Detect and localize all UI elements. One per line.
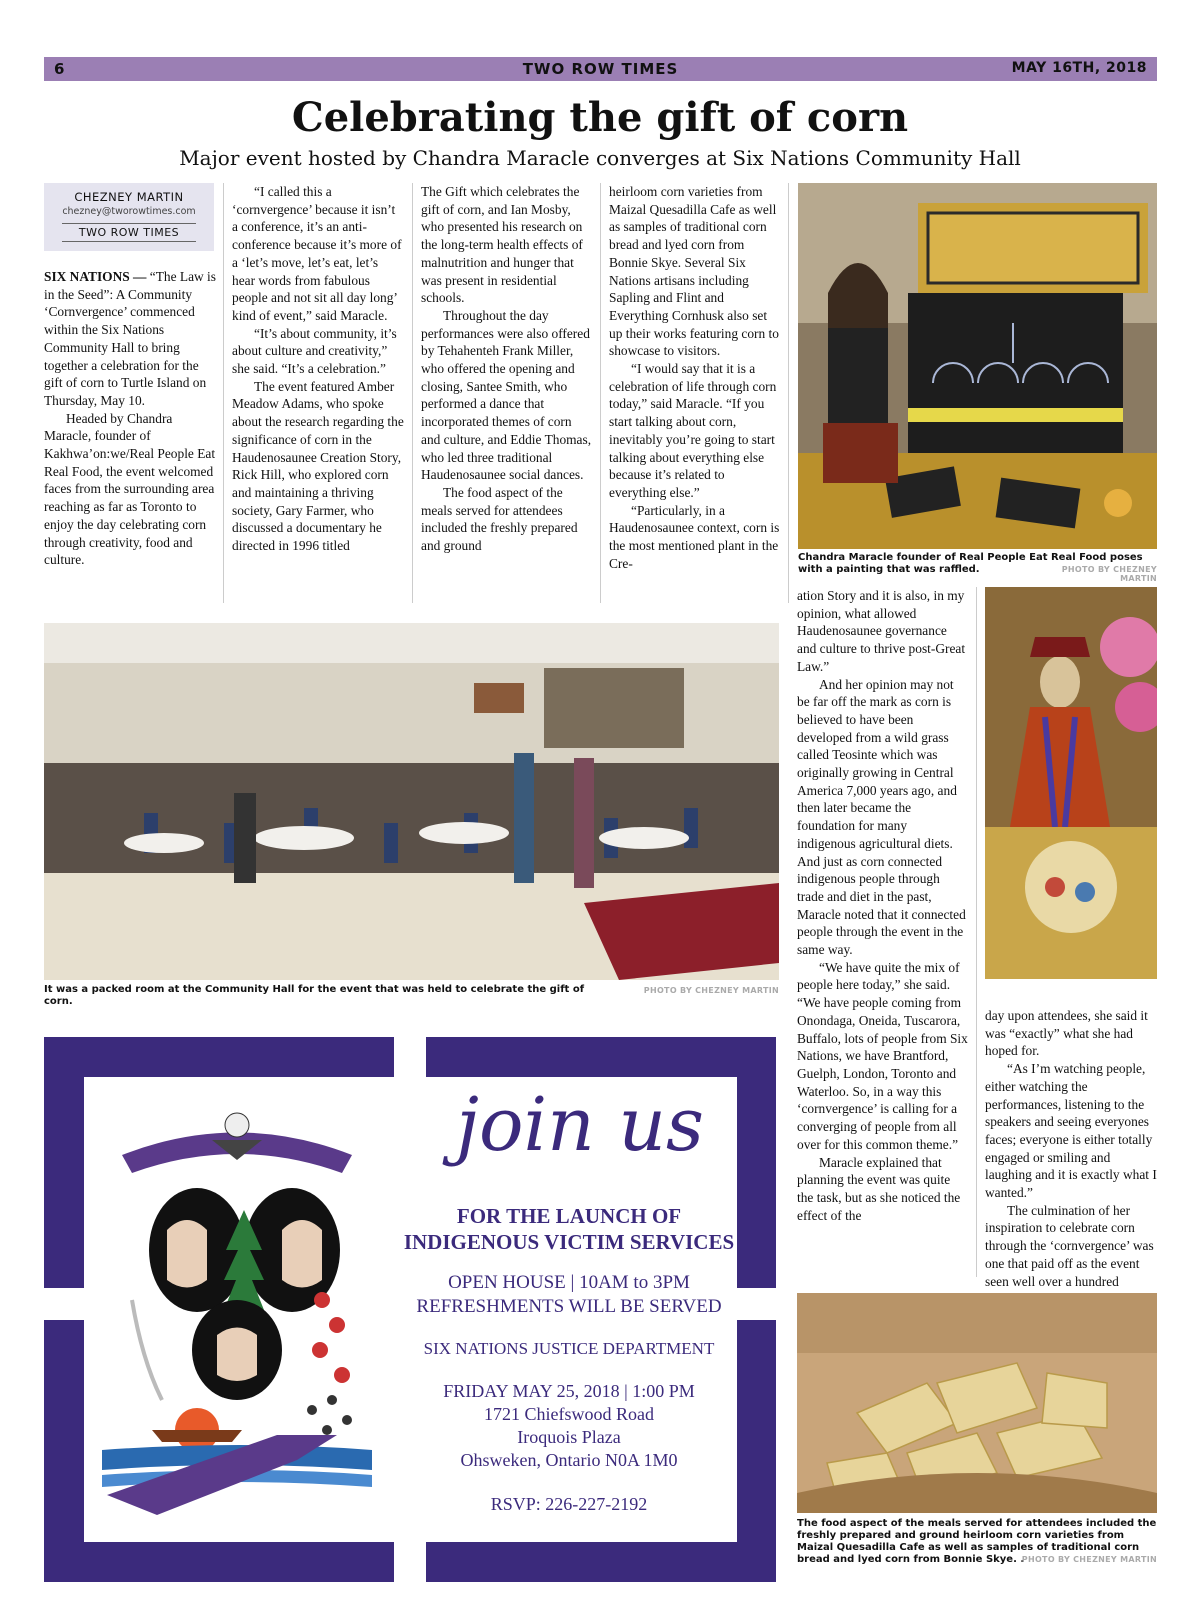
ad-line-plaza: Iroquois Plaza bbox=[517, 1427, 621, 1447]
paragraph: And her opinion may not be far off the mark as corn is believed to have been developed from a wild grass called Teosinte which was originally growing in Central America 7,000 years ago, and then later became the foundation for many indigenous agricultural diets. And just as corn connected indigenous people through trade and diet in the past, Maracle noted that it connected people through the event in the same way. bbox=[797, 676, 966, 958]
ad-line-open-house: OPEN HOUSE | 10AM to 3PM bbox=[448, 1272, 690, 1293]
article-column-3 bbox=[421, 183, 593, 555]
issue-date: MAY 16TH, 2018 bbox=[1011, 60, 1147, 76]
paragraph: “It’s about community, it’s about culture and creativity,” she said. “It’s a celebration.” bbox=[232, 325, 397, 377]
paragraph: SIX NATIONS — “The Law is in the Seed”: A Community ‘Cornvergence’ commenced within the Six Nations Community Hall to bring together a celebration for the gift of corn to Turtle Island on Thursday, May 10. bbox=[44, 269, 216, 408]
column-rule bbox=[223, 183, 224, 603]
caption-maracle: Chandra Maracle founder of Real People Eat Real Food poses with a painting that was raffled. bbox=[798, 552, 1143, 575]
paragraph: “I would say that it is a celebration of life through corn today,” said Maracle. “If you start talking about corn, inevitably you’re going to start talking about everything else because it’s related to everything else.” bbox=[609, 361, 777, 500]
paragraph: ation Story and it is also, in my opinion, what allowed Haudenosaunee governance and culture to thrive post-Great Law.” bbox=[797, 588, 966, 674]
byline-box bbox=[44, 183, 214, 251]
ad-line-refreshments: REFRESHMENTS WILL BE SERVED bbox=[416, 1296, 722, 1317]
subheadline: Major event hosted by Chandra Maracle converges at Six Nations Community Hall bbox=[179, 146, 1021, 170]
ad-line-date: FRIDAY MAY 25, 2018 | 1:00 PM bbox=[443, 1381, 695, 1401]
article-column-1 bbox=[44, 268, 216, 569]
paragraph: Headed by Chandra Maracle, founder of Kakhwa’on:we/Real People Eat Real Food, the event welcomed faces from the surrounding area reaching as far as Toronto to enjoy the day celebrating corn through creativity, food and culture. bbox=[44, 410, 216, 568]
photo-hall bbox=[44, 623, 779, 980]
paragraph: “I called this a ‘cornvergence’ because it isn’t a conference, it’s an anti-conference because it’s more of a ‘let’s move, let’s eat, let’s hear words from fabulous people and not sit all day long’ kind of event,” said Maracle. bbox=[232, 184, 402, 323]
paragraph: The culmination of her inspiration to celebrate corn through the ‘cornvergence’ was one that paid off as the event seen well over a hundred bbox=[985, 1202, 1154, 1289]
ad-line-launch: FOR THE LAUNCH OF bbox=[456, 1204, 682, 1228]
paragraph: day upon attendees, she said it was “exactly” what she had hoped for. bbox=[985, 1008, 1148, 1059]
masthead: TWO ROW TIMES bbox=[522, 60, 679, 78]
ad-script-title: join us bbox=[456, 1082, 704, 1168]
caption-food: The food aspect of the meals served for attendees included the freshly prepared and ground heirloom corn varieties from Maizal Quesadilla Cafe as well as samples of traditional corn bread and lyed corn from Bonnie Skye. . bbox=[797, 1518, 1157, 1565]
article-column-6 bbox=[985, 1007, 1157, 1308]
column-rule bbox=[976, 587, 977, 1277]
photo-food bbox=[797, 1293, 1157, 1513]
credit-hall: PHOTO BY CHEZNEY MARTIN bbox=[643, 986, 779, 995]
byline-email[interactable]: chezney@tworowtimes.com bbox=[62, 206, 196, 217]
credit-food: PHOTO BY CHEZNEY MARTIN bbox=[1021, 1555, 1157, 1564]
byline-publication: TWO ROW TIMES bbox=[62, 223, 196, 242]
dateline: SIX NATIONS — bbox=[44, 269, 147, 284]
column-rule bbox=[412, 183, 413, 603]
ad-line-address: 1721 Chiefswood Road bbox=[484, 1404, 654, 1424]
credit-maracle: PHOTO BY CHEZNEY MARTIN bbox=[1061, 565, 1157, 583]
article-column-2 bbox=[232, 183, 404, 555]
photo-maracle-image bbox=[798, 183, 1157, 549]
paragraph: Throughout the day performances were also offered by Tehahenteh Frank Miller, who offered the opening and closing, Santee Smith, who performed a dance that incorporated themes of corn and culture, and Eddie Thomas, who led three traditional Haudenosaunee social dances. bbox=[421, 307, 592, 483]
caption-hall: It was a packed room at the Community Hall for the event that was held to celebrate the gift of corn. bbox=[44, 984, 585, 1007]
photo-doll-image bbox=[985, 587, 1157, 979]
paragraph: Maracle explained that planning the event was quite the task, but as she noticed the effect of the bbox=[797, 1154, 961, 1223]
justice-department-logo bbox=[92, 1100, 382, 1520]
paragraph: The food aspect of the meals served for attendees included the freshly prepared and ground bbox=[421, 484, 578, 554]
article-column-4 bbox=[609, 183, 781, 572]
ad-line-city: Ohsweken, Ontario N0A 1M0 bbox=[460, 1450, 678, 1470]
header-bar bbox=[44, 57, 1157, 81]
photo-maracle bbox=[798, 183, 1157, 549]
paragraph: “We have quite the mix of people here today,” she said. “We have people coming from Onondaga, Oneida, Tuscarora, Buffalo, lots of people from Six Nations, we have Brantford, Guelph, London, Toronto and Waterloo. So, in a way this ‘cornvergence’ is calling for a converging of people from all over for this common theme.” bbox=[797, 959, 968, 1152]
ad-line-rsvp[interactable]: RSVP: 226-227-2192 bbox=[490, 1494, 648, 1514]
paragraph: “Particularly, in a Haudenosaunee context, corn is the most mentioned plant in the Cre- bbox=[609, 502, 780, 571]
photo-cornhusk-doll bbox=[985, 587, 1157, 979]
photo-hall-image bbox=[44, 623, 779, 980]
article-column-5 bbox=[797, 587, 969, 1224]
paragraph: The event featured Amber Meadow Adams, who spoke about the research regarding the significance of corn in the Haudenosaunee Creation Story, Rick Hill, who explored corn and maintaining a thriving society, Gary Farmer, who discussed a documentary he directed in 1996 titled bbox=[232, 378, 404, 554]
byline-name: CHEZNEY MARTIN bbox=[74, 190, 184, 204]
ad-line-service: INDIGENOUS VICTIM SERVICES bbox=[403, 1230, 735, 1254]
logo-illustration bbox=[92, 1100, 382, 1520]
headline: Celebrating the gift of corn bbox=[291, 94, 909, 141]
ad-line-department: SIX NATIONS JUSTICE DEPARTMENT bbox=[423, 1339, 715, 1358]
page-number: 6 bbox=[54, 60, 65, 78]
photo-food-image bbox=[797, 1293, 1157, 1513]
paragraph: “As I’m watching people, either watching the performances, listening to the speakers and seeing everyones faces; everyone is either totally engaged or smiling and laughing and it is exactly what I wanted.” bbox=[985, 1061, 1157, 1201]
paragraph: The Gift which celebrates the gift of corn, and Ian Mosby, who presented his research on the long-term health effects of malnutrition and hunger that was present in residential schools. bbox=[421, 184, 583, 306]
paragraph: heirloom corn varieties from Maizal Quesadilla Cafe as well as samples of traditional corn bread and lyed corn from Bonnie Skye. Several Six Nations artisans including Sapling and Flint and Everything Cornhusk also set up their works featuring corn to showcase to visitors. bbox=[609, 184, 779, 359]
column-rule bbox=[788, 183, 789, 603]
column-rule bbox=[600, 183, 601, 603]
